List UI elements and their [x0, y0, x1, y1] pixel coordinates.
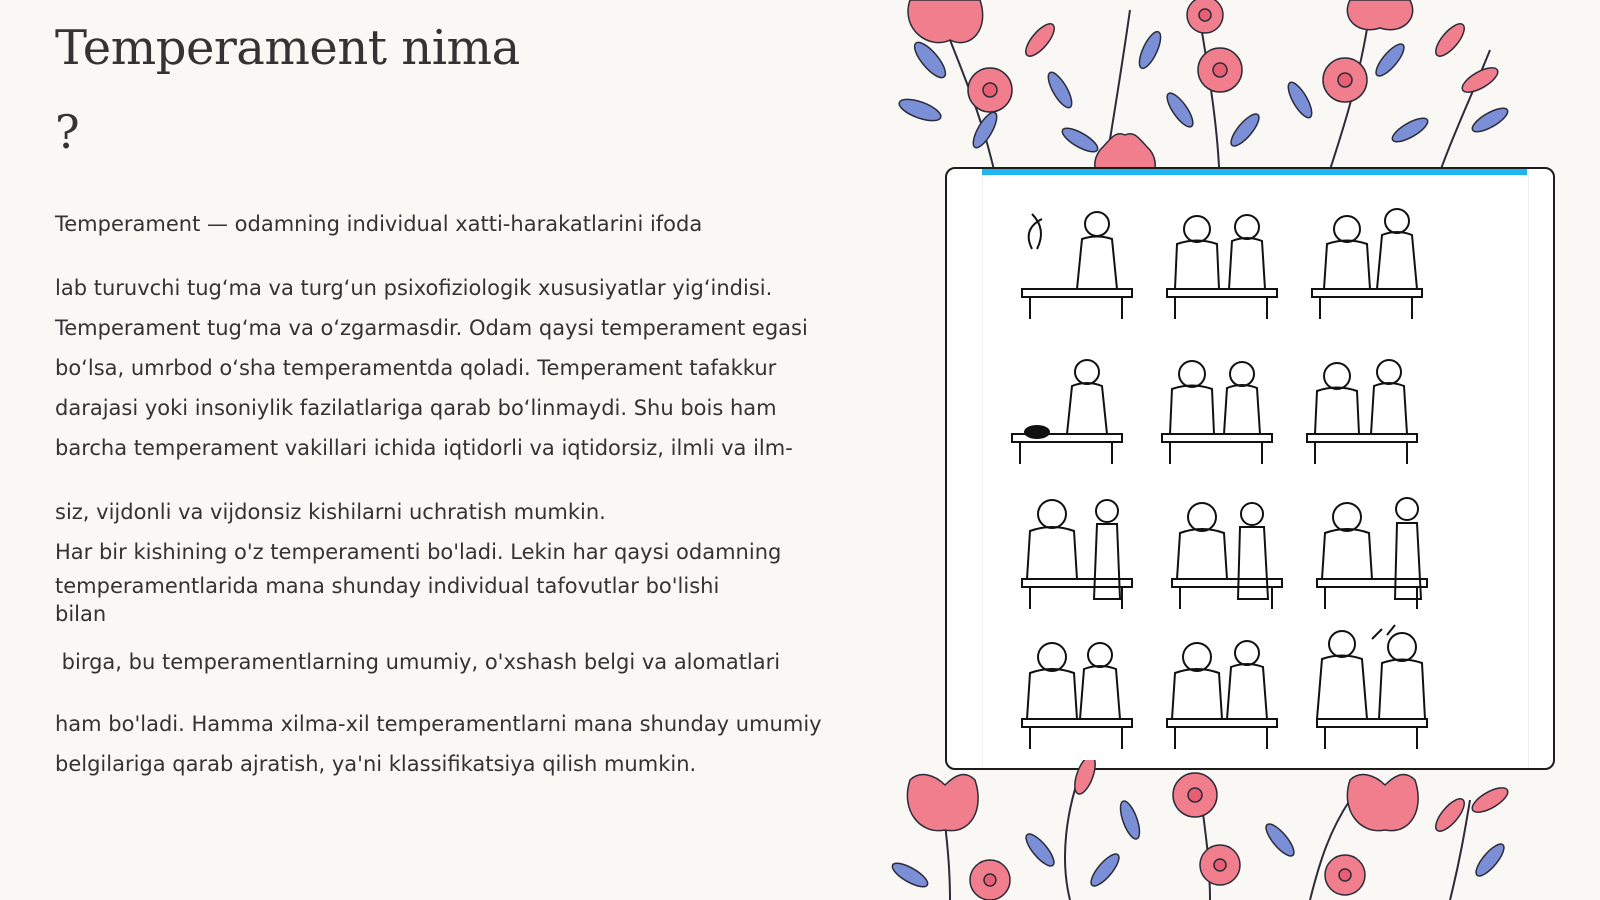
paragraph-2: lab turuvchi tug‘ma va turg‘un psixofiziologik xususiyatlar yig‘indisi. Temperament tug‘ma va o‘zgarmasdir. Odam qaysi temperament egasi bo‘lsa, umrbod o‘sha temperamentda qoladi. Temperament tafakkur darajasi yoki insoniylik fazilatlariga qarab bo‘linmaydi. Shu bois ham barcha temperament vakillari ichida iqtidorli va iqtidorsiz, ilmli va ilm- — [55, 276, 808, 460]
paragraph-4: temperamentlarida mana shunday individual tafovutlar bo'lishi bilan — [55, 574, 720, 626]
floral-decoration-bottom — [890, 760, 1530, 900]
paragraph-6: ham bo'ladi. Hamma xilma-xil temperamentlarni mana shunday umumiy belgilariga qarab ajratish, ya'ni klassifikatsiya qilish mumkin. — [55, 712, 822, 776]
paragraph-5: birga, bu temperamentlarning umumiy, o'xshash belgi va alomatlari — [55, 650, 781, 674]
question-mark: ? — [55, 105, 80, 159]
illustration-frame — [945, 167, 1555, 770]
paragraph-1: Temperament — odamning individual xatti-harakatlarini ifoda — [55, 212, 703, 236]
slide-title: Temperament nima — [55, 20, 520, 76]
illustration-accent-bar — [982, 169, 1527, 175]
paragraph-3: siz, vijdonli va vijdonsiz kishilarni uchratish mumkin. Har bir kishining o'z temperamenti bo'ladi. Lekin har qaysi odamning — [55, 500, 782, 564]
cartoon-bench-people-icon — [1002, 189, 1502, 759]
